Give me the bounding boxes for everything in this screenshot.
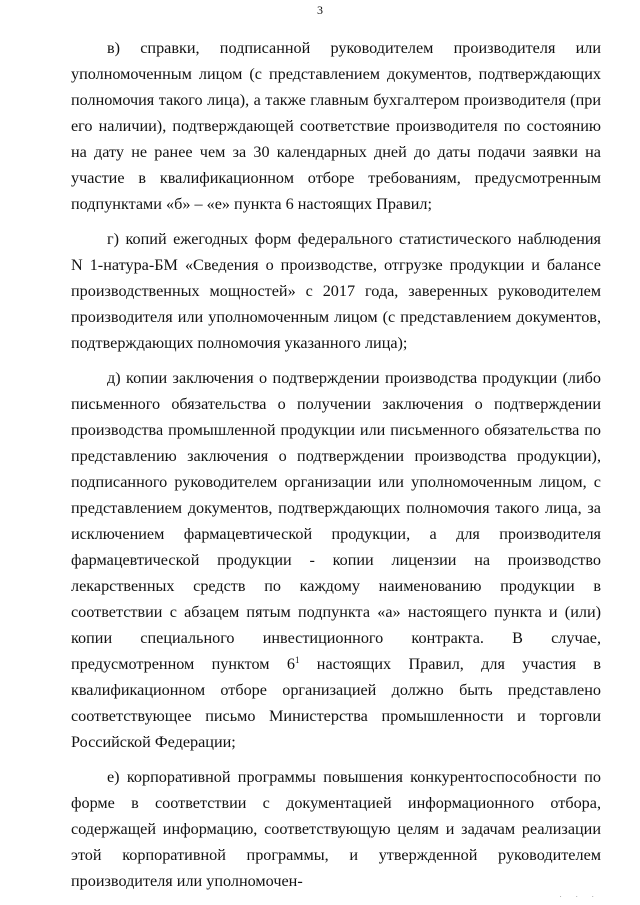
paragraph-v: в) справки, подписанной руководителем производителя или уполномоченным лицом (с представлением документов, подтверждающих полномочия такого лица), а также главным бухгалтером производителя (при его наличии), подтверждающей соответствие производителя по состоянию на дату не ранее чем за 30 календарных дней до даты подачи заявки на участие в квалификационном отборе требованиям, предусмотренным подпунктами «б» – «е» пункта 6 настоящих Правил;: [71, 39, 601, 213]
page-number: 3: [317, 3, 323, 17]
paragraph-d-text-continued: настоящих Правил, для участия в квалификационном отборе организацией должно быть представлено соответствующее письмо Министерства промышленности и торговли Российской Федерации;: [71, 655, 601, 751]
document-body: [71, 35, 601, 894]
paragraph-g: г) копий ежегодных форм федерального статистического наблюдения N 1-натура-БМ «Сведения о производстве, отгрузке продукции и балансе производственных мощностей» с 2017 года, заверенных руководителем производителя или уполномоченным лицом (с представлением документов, подтверждающих полномочия указанного лица);: [71, 230, 601, 352]
paragraph-e: е) корпоративной программы повышения конкурентоспособности по форме в соответствии с документацией информационного отбора, содержащей информацию, соответствующую целям и задачам реализации этой корпоративной программы, и утвержденной руководителем производителя или уполномочен-: [71, 768, 601, 890]
footnote-superscript: 1: [294, 655, 300, 665]
scan-marks: · · ·: [559, 893, 600, 901]
paragraph-d: [71, 365, 601, 755]
paragraph-d-text: д) копии заключения о подтверждении производства продукции (либо письменного обязательства о получении заключения о подтверждении производства промышленной продукции или письменного обязательства по представлению заключения о подтверждении производства продукции), подписанного руководителем организации или уполномоченным лицом, с представлением документов, подтверждающих полномочия такого лица, за исключением фармацевтической продукции, а для производителя фармацевтической продукции - копии лицензии на производство лекарственных средств по каждому наименованию продукции в соответствии с абзацем пятым подпункта «а» настоящего пункта и (или) копии специального инвестиционного контракта. В случае, предусмотренном пунктом 6: [71, 369, 601, 673]
